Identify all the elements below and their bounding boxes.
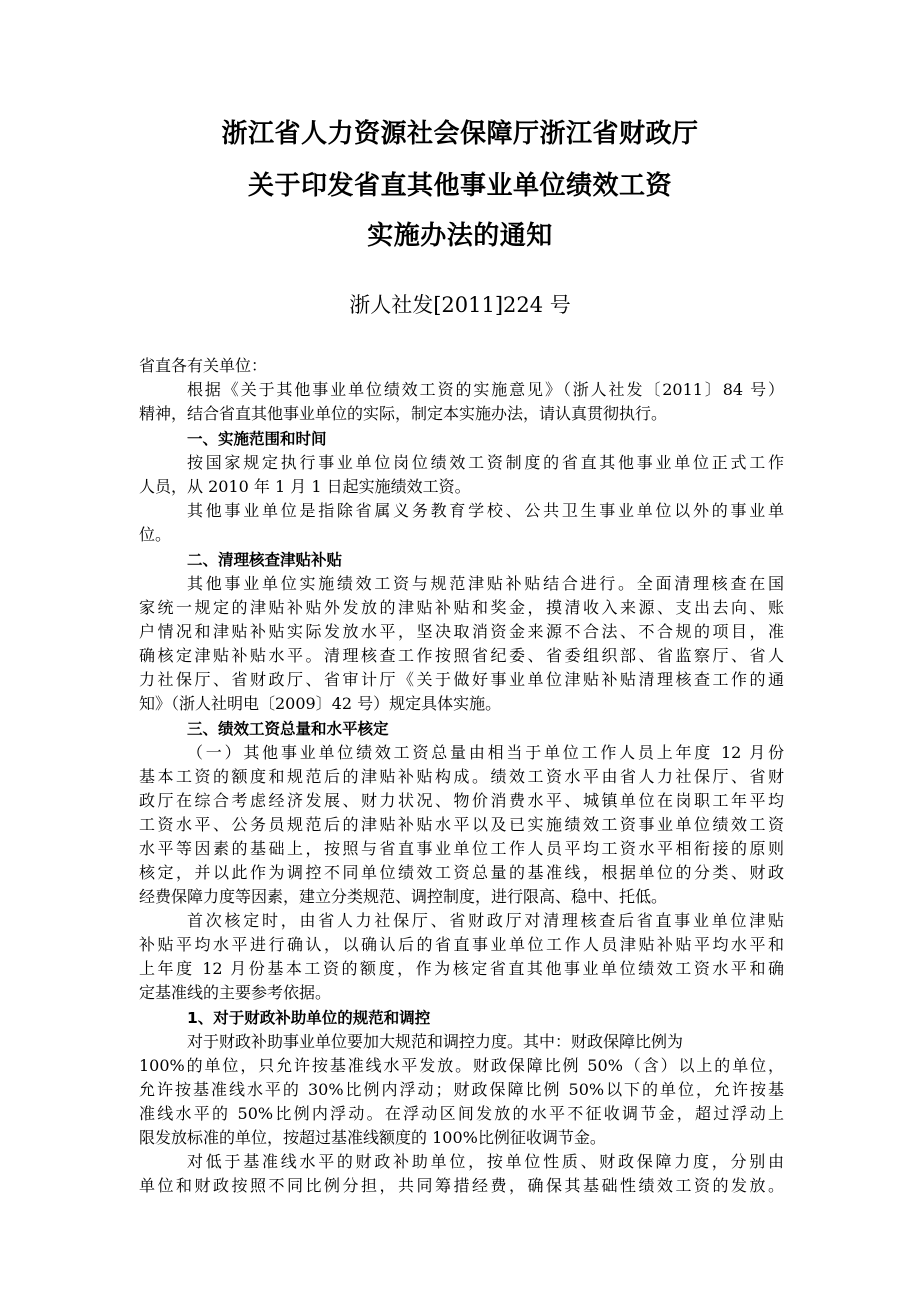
section-heading: 二、清理核查津贴补贴	[187, 551, 343, 569]
body-line: 基本工资的额度和规范后的津贴补贴构成。绩效工资水平由省人力社保厅、省财	[139, 767, 784, 786]
body-line: 准线水平的 50%比例内浮动。在浮动区间发放的水平不征收调节金，超过浮动上	[139, 1104, 784, 1123]
body-line: 上年度 12 月份基本工资的额度，作为核定省直其他事业单位绩效工资水平和确	[139, 959, 784, 978]
body-line: 补贴平均水平进行确认，以确认后的省直事业单位工作人员津贴补贴平均水平和	[139, 935, 784, 954]
body-line: 工资水平、公务员规范后的津贴补贴水平以及已实施绩效工资事业单位绩效工资	[139, 815, 784, 834]
body-line: 确核定津贴补贴水平。清理核查工作按照省纪委、省委组织部、省监察厅、省人	[139, 646, 784, 665]
body-line: 对于财政补助事业单位要加大规范和调控力度。其中：财政保障比例为	[187, 1032, 684, 1051]
body-line: 精神，结合省直其他事业单位的实际，制定本实施办法，请认真贯彻执行。	[139, 404, 668, 423]
body-line: 对低于基准线水平的财政补助单位，按单位性质、财政保障力度，分别由	[187, 1152, 784, 1171]
document-title-line-2: 关于印发省直其他事业单位绩效工资	[247, 171, 672, 201]
subsection-heading: 1、对于财政补助单位的规范和调控	[187, 1009, 431, 1027]
body-line: 户情况和津贴补贴实际发放水平，坚决取消资金来源不合法、不合规的项目，准	[139, 622, 784, 641]
body-line: 首次核定时，由省人力社保厅、省财政厅对清理核查后省直事业单位津贴	[187, 911, 784, 930]
body-line: 核定，并以此作为调控不同单位绩效工资总量的基准线，根据单位的分类、财政	[139, 863, 784, 882]
section-heading: 三、绩效工资总量和水平核定	[187, 720, 389, 738]
body-line: 其他事业单位实施绩效工资与规范津贴补贴结合进行。全面清理核查在国	[187, 574, 784, 593]
salutation: 省直各有关单位：	[139, 356, 268, 375]
body-line: 家统一规定的津贴补贴外发放的津贴补贴和奖金，摸清收入来源、支出去向、账	[139, 598, 784, 617]
document-title-line-3: 实施办法的通知	[367, 221, 553, 251]
body-line: 经费保障力度等因素，建立分类规范、调控制度，进行限高、稳中、托低。	[139, 887, 668, 906]
section-heading: 一、实施范围和时间	[187, 430, 327, 448]
body-line: 定基准线的主要参考依据。	[139, 983, 332, 1002]
body-line: 其他事业单位是指除省属义务教育学校、公共卫生事业单位以外的事业单	[187, 501, 784, 520]
body-line: 知》（浙人社明电〔2009〕42 号）规定具体实施。	[139, 694, 502, 713]
body-line: 按国家规定执行事业单位岗位绩效工资制度的省直其他事业单位正式工作	[187, 453, 784, 472]
body-line: （一）其他事业单位绩效工资总量由相当于单位工作人员上年度 12 月份	[187, 743, 784, 762]
body-line: 位。	[139, 525, 172, 544]
body-line: 水平等因素的基础上，按照与省直事业单位工作人员平均工资水平相衔接的原则	[139, 839, 784, 858]
body-line: 单位和财政按照不同比例分担，共同筹措经费，确保其基础性绩效工资的发放。	[139, 1176, 784, 1195]
body-line: 人员，从 2010 年 1 月 1 日起实施绩效工资。	[139, 477, 471, 496]
body-line: 政厅在综合考虑经济发展、财力状况、物价消费水平、城镇单位在岗职工年平均	[139, 791, 784, 810]
document-title-line-1: 浙江省人力资源社会保障厅浙江省财政厅	[221, 119, 699, 149]
body-line: 允许按基准线水平的 30%比例内浮动；财政保障比例 50%以下的单位，允许按基	[139, 1080, 784, 1099]
body-line: 根据《关于其他事业单位绩效工资的实施意见》（浙人社发〔2011〕84 号）	[187, 380, 784, 399]
body-line: 限发放标准的单位，按超过基准线额度的 100%比例征收调节金。	[139, 1128, 606, 1147]
document-number: 浙人社发[2011]224 号	[349, 293, 571, 317]
body-line: 100%的单位，只允许按基准线水平发放。财政保障比例 50%（含）以上的单位，	[139, 1056, 784, 1075]
body-line: 力社保厅、省财政厅、省审计厅《关于做好事业单位津贴补贴清理核查工作的通	[139, 670, 784, 689]
